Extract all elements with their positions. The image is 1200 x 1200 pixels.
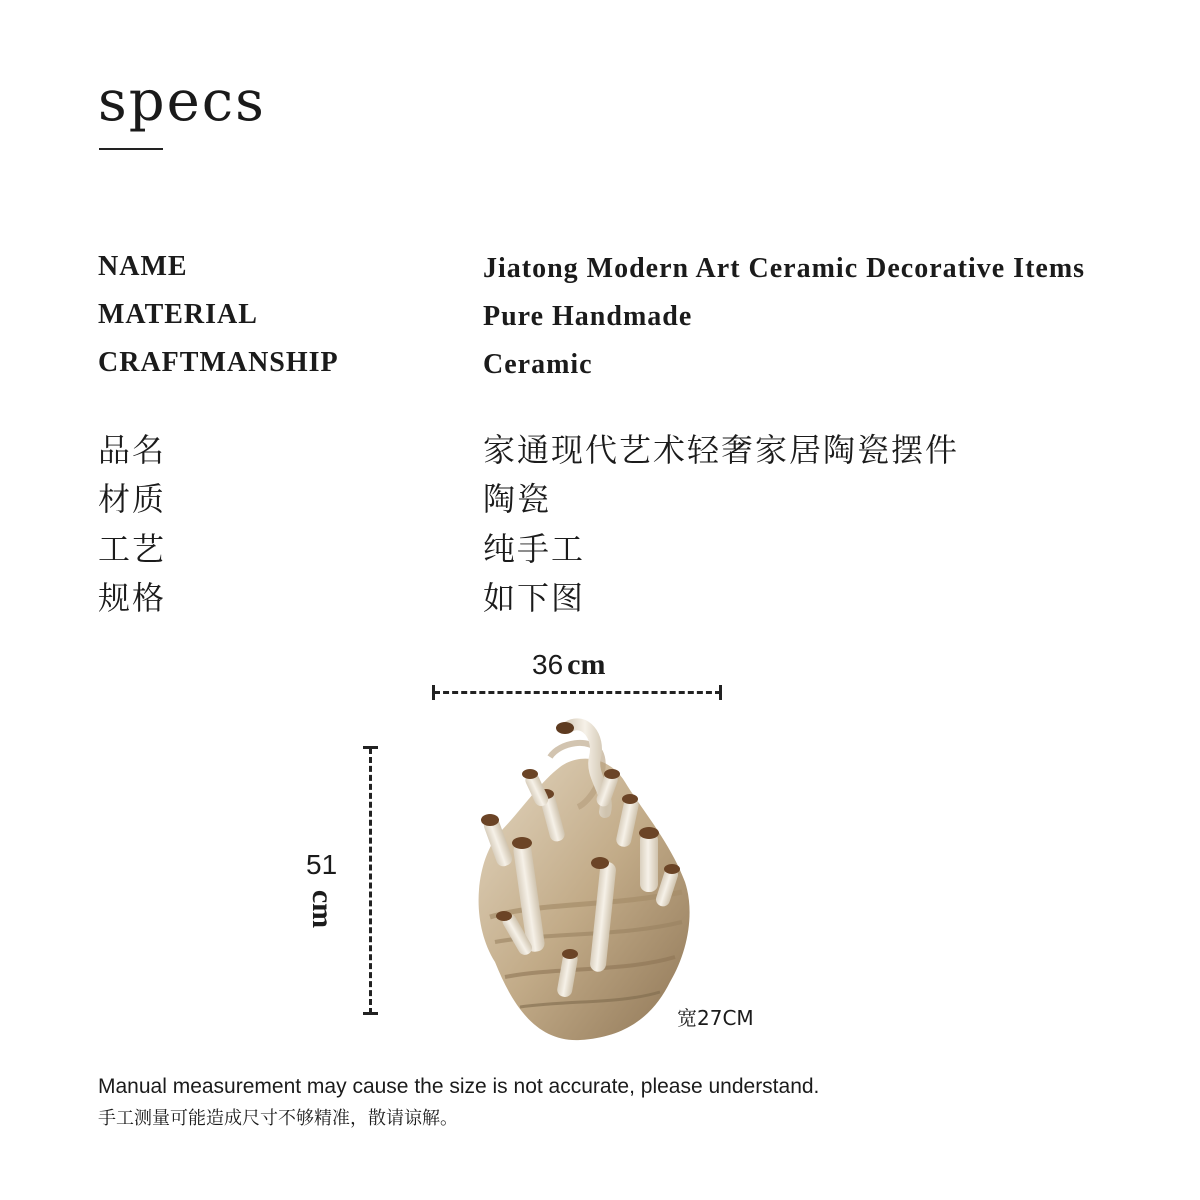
spec-label-material: MATERIAL [98, 299, 258, 330]
spec-value-zh-material: 陶瓷 [483, 480, 552, 518]
spec-label-zh-size: 规格 [98, 579, 167, 617]
title-underline [99, 148, 163, 150]
spec-value-craftmanship: Ceramic [483, 349, 593, 380]
width-line-cap-left [432, 685, 435, 700]
spec-value-material: Pure Handmade [483, 301, 693, 332]
spec-value-name: Jiatong Modern Art Ceramic Decorative Items [483, 253, 1086, 284]
height-dimension-line [369, 748, 372, 1014]
width-dimension-line [434, 691, 721, 694]
spec-value-zh-name: 家通现代艺术轻奢家居陶瓷摆件 [483, 431, 960, 469]
spec-value-zh-craft: 纯手工 [483, 530, 586, 568]
spec-label-craftmanship: CRAFTMANSHIP [98, 347, 339, 378]
width-value: 36 [532, 649, 564, 680]
height-value: 51 [306, 849, 338, 880]
width-dimension-label [532, 648, 605, 682]
width-line-cap-right [719, 685, 722, 700]
spec-label-name: NAME [98, 251, 188, 282]
width-unit: cm [567, 648, 606, 681]
height-unit: cm [306, 889, 340, 929]
spec-label-zh-material: 材质 [98, 480, 167, 518]
height-line-cap-top [363, 746, 378, 749]
page-title: specs [98, 69, 266, 134]
measurement-note-en: Manual measurement may cause the size is not accurate, please understand. [98, 1075, 820, 1098]
spec-value-zh-size: 如下图 [483, 579, 586, 617]
depth-label: 宽27CM [677, 1006, 754, 1030]
height-line-cap-bottom [363, 1012, 378, 1015]
spec-label-zh-craft: 工艺 [98, 530, 167, 568]
ceramic-sculpture-image [460, 712, 700, 1052]
spec-label-zh-name: 品名 [98, 431, 167, 469]
measurement-note-zh: 手工测量可能造成尺寸不够精准，散请谅解。 [98, 1108, 458, 1129]
